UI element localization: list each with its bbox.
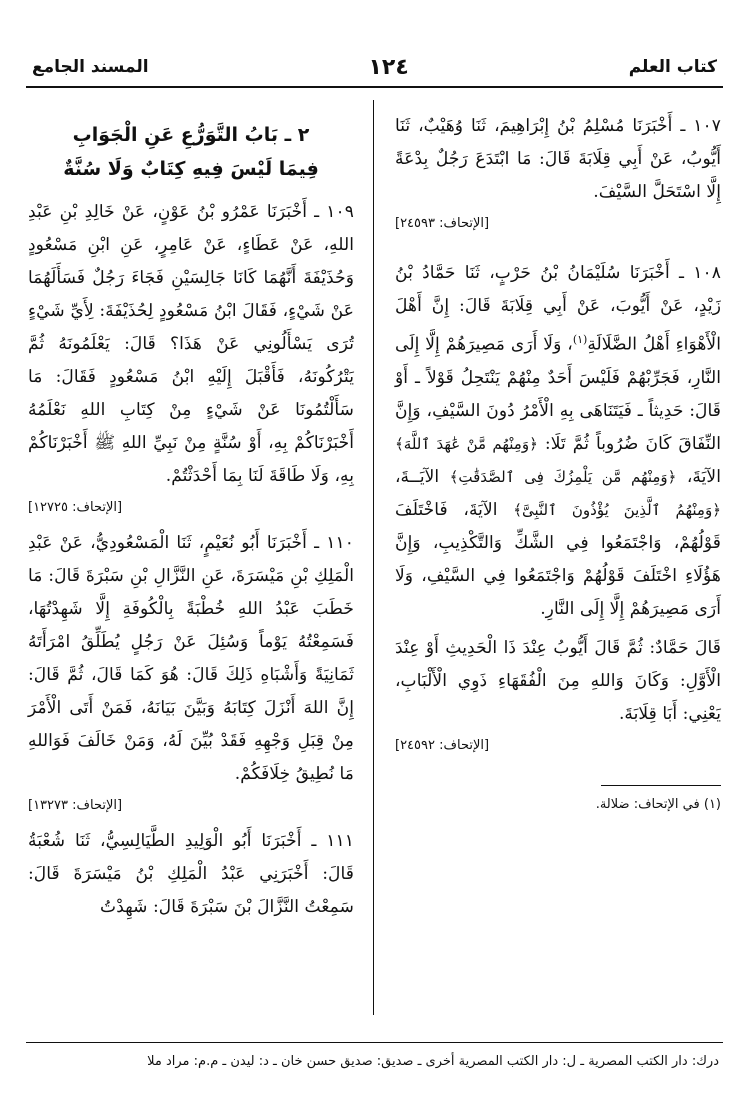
right-column — [395, 110, 721, 816]
chapter-title-line-2: فِيمَا لَيْسَ فِيهِ كِتَابٌ وَلَا سُنَّةٌ — [63, 158, 319, 180]
quran-verse-2: ﴿وَمِنْهُم مَّن يَلْمِزُكَ فِى ٱلصَّدَقَٰتِ﴾ — [449, 467, 677, 486]
hadith-108-part-b: ، وَلَا أَرَى مَصِيرَهُمْ إِلَّا إِلَى النَّارِ، فَجَرِّبْهُمْ فَلَيْسَ أَحَدٌ مِنْهُمْ يَنْتَحِلُ قَوْلاً ـ أَوْ قَالَ: حَدِيثاً ـ فَيَتَنَاهَى بِهِ الْأَمْرُ دُونَ السَّيْفِ، وَإِنَّ النِّفَاقَ كَانَ ضُرُوباً ثُمَّ تَلَا: — [395, 334, 721, 454]
hadith-110: ١١٠ ـ أَخْبَرَنَا أَبُو نُعَيْمٍ، ثَنَا الْمَسْعُودِيُّ، عَنْ عَبْدِ الْمَلِكِ بْنِ مَيْسَرَةَ، عَنِ النَّزَّالِ بْنِ سَبْرَةَ قَالَ: مَا خَطَبَ عَبْدُ اللهِ خُطْبَةً بِالْكُوفَةِ إِلَّا شَهِدْتُهَا، فَسَمِعْتُهُ يَوْماً وَسُئِلَ عَنْ رَجُلٍ يُطَلِّقُ امْرَأَتَهُ ثَمَانِيَةً وَأَشْبَاهِ ذَلِكَ قَالَ: هُوَ كَمَا قَالَ، ثُمَّ قَالَ: إِنَّ اللهَ أَنْزَلَ كِتَابَهُ وَبَيَّنَ بَيَانَهُ، فَمَنْ أَتَى الْأَمْرَ مِنْ قِبَلِ وَجْهِهِ فَقَدْ بُيِّنَ لَهُ، وَمَنْ خَالَفَ فَوَاللهِ مَا نُطِيقُ خِلَافَكُمْ. — [28, 533, 354, 784]
footnote-marker: (١) — [572, 333, 588, 346]
verse-2-note: الآيَــةَ، — [395, 466, 450, 487]
hadith-109: ١٠٩ ـ أَخْبَرَنَا عَمْرُو بْنُ عَوْنٍ، عَنْ خَالِدِ بْنِ عَبْدِ اللهِ، عَنْ عَطَاءٍ، عَنْ عَامِرٍ، عَنِ ابْنِ مَسْعُودٍ وَحُذَيْفَةَ أَنَّهُمَا كَانَا جَالِسَيْنِ فَجَاءَ رَجُلٌ فَسَأَلَهُمَا عَنْ شَيْءٍ، فَقَالَ ابْنُ مَسْعُودٍ لِحُذَيْفَةَ: لِأَيِّ شَيْءٍ تُرَى يَسْأَلُونِي عَنْ هَذَا؟ قَالَ: يَعْلَمُونَهُ ثُمَّ يَتْرُكُونَهُ، فَأَقْبَلَ إِلَيْهِ ابْنُ مَسْعُودٍ فَقَالَ: مَا سَأَلْتُمُونَا عَنْ شَيْءٍ مِنْ كِتَابِ اللهِ نَعْلَمُهُ أَخْبَرْنَاكُمْ بِهِ، أَوْ سُنَّةٍ مِنْ نَبِيِّ اللهِ ﷺ أَخْبَرْنَاكُمْ بِهِ، وَلَا طَاقَةَ لَنَا بِمَا أَحْدَثْتُمْ. — [28, 202, 354, 486]
hadith-111: ١١١ ـ أَخْبَرَنَا أَبُو الْوَلِيدِ الطَّيَالِسِيُّ، ثَنَا شُعْبَةُ قَالَ: أَخْبَرَنِي عَبْدُ الْمَلِكِ بْنُ مَيْسَرَةَ قَالَ: سَمِعْتُ النَّزَّالَ بْنَ سَبْرَةَ قَالَ: شَهِدْتُ — [28, 831, 354, 917]
hadith-107-citation: [الإتحاف: ٢٤٥٩٣] — [395, 216, 490, 231]
hadith-108 — [395, 257, 721, 626]
footnote-rule — [601, 785, 721, 786]
page-number: ١٢٤ — [368, 54, 409, 80]
hadith-110-citation: [الإتحاف: ١٣٢٧٣] — [28, 798, 123, 813]
running-header — [32, 50, 717, 84]
header-rule — [26, 86, 723, 88]
chapter-title — [28, 118, 354, 186]
column-divider — [373, 100, 374, 1015]
publisher-abbreviations: درك: دار الكتب المصرية ـ ل: دار الكتب المصرية أخرى ـ صديق: صديق حسن خان ـ د: ليدن ـ م.م: مراد ملا — [147, 1054, 719, 1069]
bottom-rule — [26, 1042, 723, 1043]
hadith-108-hammad: قَالَ حَمَّادٌ: ثُمَّ قَالَ أَيُّوبُ عِنْدَ ذَا الْحَدِيثِ أَوْ عِنْدَ الْأَوَّلِ: وَكَانَ وَاللهِ مِنَ الْفُقَهَاءِ ذَوِي الْأَلْبَابِ، يَعْنِي: أَبَا قِلَابَةَ. — [395, 637, 721, 724]
chapter-title-line-1: ٢ ـ بَابُ التَّوَرُّعِ عَنِ الْجَوَابِ — [72, 124, 310, 146]
collection-title: المسند الجامع — [32, 57, 149, 77]
book-title: كتاب العلم — [628, 57, 717, 77]
left-column — [28, 118, 354, 924]
footnote: (١) في الإتحاف: ضلالة. — [595, 796, 721, 812]
quran-verse-1: ﴿وَمِنْهُم مَّنْ عَٰهَدَ ٱللَّهَ﴾ — [395, 434, 538, 453]
hadith-109-citation: [الإتحاف: ١٢٧٢٥] — [28, 500, 123, 515]
hadith-108-citation: [الإتحاف: ٢٤٥٩٢] — [395, 737, 490, 753]
hadith-108-part-a: ١٠٨ ـ أَخْبَرَنَا سُلَيْمَانُ بْنُ حَرْبٍ، ثَنَا حَمَّادُ بْنُ زَيْدٍ، عَنْ أَيُّوبَ، عَنْ أَبِي قِلَابَةَ قَالَ: إِنَّ أَهْلَ الْأَهْوَاءِ أَهْلُ الضَّلَالَةِ — [395, 263, 721, 355]
hadith-108-part-c: الآيَةَ، فَاخْتَلَفَ قَوْلُهُمْ، وَاجْتَمَعُوا فِي الشَّكِّ وَالتَّكْذِيبِ، وَإِنَّ هَؤُلَاءِ اخْتَلَفَ قَوْلُهُمْ وَاجْتَمَعُوا فِي السَّيْفِ، وَلَا أَرَى مَصِيرَهُمْ إِلَّا إِلَى النَّارِ. — [395, 499, 721, 619]
quran-verse-3: ﴿وَمِنْهُمُ ٱلَّذِينَ يُؤْذُونَ ٱلنَّبِىَّ﴾ — [513, 500, 721, 519]
verse-1-note: الآيَةَ، — [676, 466, 721, 487]
hadith-107: ١٠٧ ـ أَخْبَرَنَا مُسْلِمُ بْنُ إِبْرَاهِيمَ، ثَنَا وُهَيْبٌ، ثَنَا أَيُّوبُ، عَنْ أَبِي قِلَابَةَ قَالَ: مَا ابْتَدَعَ رَجُلٌ بِدْعَةً إِلَّا اسْتَحَلَّ السَّيْفَ. — [395, 116, 721, 202]
